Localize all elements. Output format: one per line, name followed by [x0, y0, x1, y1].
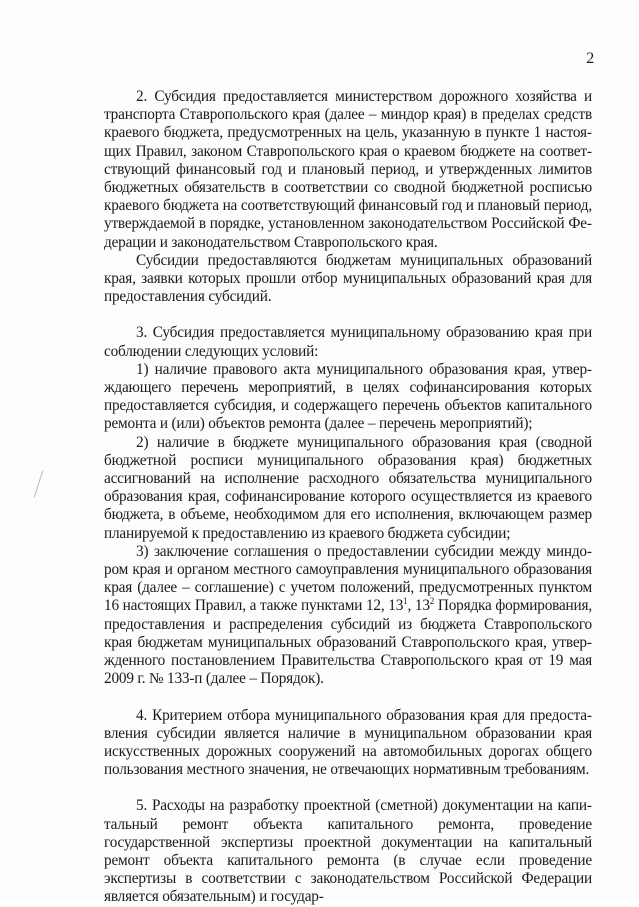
- paragraph-5: 5. Расходы на разработку проектной (сметной) документации на капитальный ремонт объекта капитального ремонта, проведение государственной экспертизы проектной документации на капитальный ремонт объекта капитального ремонта (в случае если проведение экспертизы в соответствии с законодательством Российской Федерации является обязательным) и государ-: [104, 797, 592, 906]
- paragraph-2-subsidies: Субсидии предоставляются бюджетам муниципальных образований края, заявки которых прошли отбор муниципальных образований края для предоставления субсидий.: [104, 251, 592, 306]
- item-3-text-b: , 13: [407, 597, 430, 615]
- item-3-text-c: Порядка формирования, предоставления и распределения субсидий из бюджета Ставропольского края бюджетам муниципальных образований Ставропольского края, утвержденного постановлением Правительства Ставропольского края от 19 мая 2009 г. № 133-п (далее – Порядок).: [104, 597, 592, 688]
- paragraph-gap: [104, 306, 592, 324]
- paragraph-gap: [104, 689, 592, 707]
- superscript-1: 1: [403, 596, 408, 607]
- paragraph-3: 3. Субсидия предоставляется муниципальному образованию края при соблюдении следующих условий:: [104, 324, 592, 360]
- paragraph-2: 2. Субсидия предоставляется министерством дорожного хозяйства и транспорта Ставропольского края (далее – миндор края) в пределах средств краевого бюджета, предусмотренных на цель, указанную в пункте 1 настоящих Правил, законом Ставропольского края о краевом бюджете на соответствующий финансовый год и плановый период, и утвержденных лимитов бюджетных обязательств в соответствии со сводной бюджетной росписью краевого бюджета на соответствующий финансовый год и плановый период, утверждаемой в порядке, установленном законодательством Российской Федерации и законодательством Ставропольского края.: [104, 88, 592, 251]
- item-3-text-a: 3) заключение соглашения о предоставлении субсидии между миндором края и органом местного самоуправления муниципального образования края (далее – соглашение) с учетом положений, предусмотренных пунктом 16 настоящих Правил, а также пунктами 12, 13: [104, 542, 592, 615]
- paragraph-gap: [104, 779, 592, 797]
- margin-pencil-mark: [34, 471, 44, 498]
- paragraph-3-item-2: 2) наличие в бюджете муниципального образования края (сводной бюджетной росписи муниципального образования края) бюджетных ассигнований на исполнение расходного обязательства муниципального образования края, софинансирование которого осуществляется из краевого бюджета, в объеме, необходимом для его исполнения, включающем размер планируемой к предоставлению из краевого бюджета субсидии;: [104, 433, 592, 542]
- paragraph-3-item-1: 1) наличие правового акта муниципального образования края, утверждающего перечень мероприятий, в целях софинансирования которых предоставляется субсидия, и содержащего перечень объектов капитального ремонта и (или) объектов ремонта (далее – перечень мероприятий);: [104, 360, 592, 433]
- page-number: 2: [586, 50, 594, 67]
- document-body: [104, 88, 592, 907]
- paragraph-4: 4. Критерием отбора муниципального образования края для предоставления субсидии является наличие в муниципальном образовании края искусственных дорожных сооружений на автомобильных дорогах общего пользования местного значения, не отвечающих нормативным требованиям.: [104, 706, 592, 779]
- superscript-2: 2: [429, 596, 435, 607]
- paragraph-3-item-3: [104, 543, 592, 689]
